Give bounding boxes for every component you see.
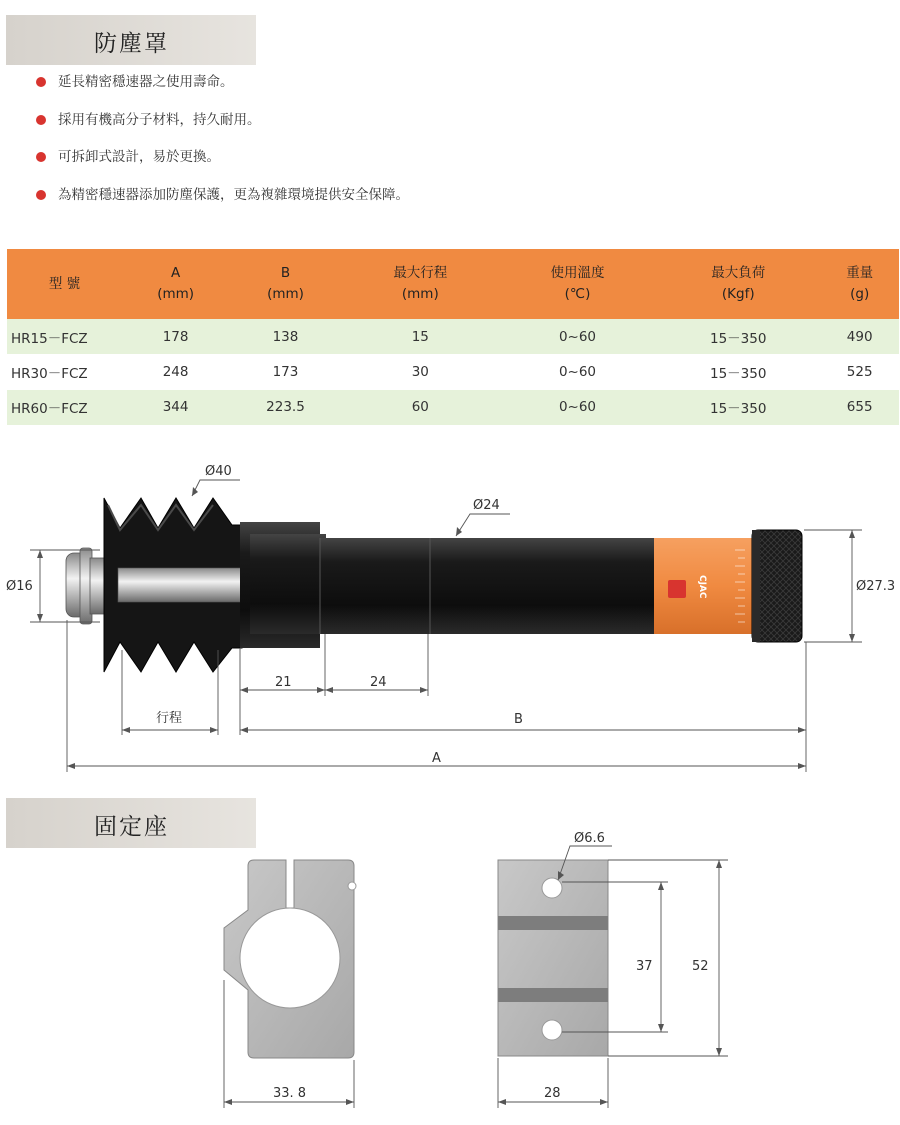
feature-item: 採用有機高分子材料，持久耐用。 <box>36 110 409 148</box>
dim-24-label: 24 <box>370 675 387 690</box>
spec-table <box>7 249 899 425</box>
mount-hole-spacing-label: 37 <box>636 959 653 974</box>
header-a: A (mm) <box>122 249 229 319</box>
body-diameter-label: Ø24 <box>473 498 500 513</box>
product-drawing <box>0 450 900 785</box>
header-b: B (mm) <box>229 249 342 319</box>
table-row: HR15－FCZ 178 138 15 0~60 15－350 490 <box>7 319 899 354</box>
rod-diameter-label: Ø16 <box>6 579 33 594</box>
feature-list <box>36 72 409 222</box>
shock-absorber-body <box>240 522 656 648</box>
mount-hole-top <box>542 878 562 898</box>
section-header-dust-cover <box>6 15 256 65</box>
feature-item: 延長精密穩速器之使用壽命。 <box>36 72 409 110</box>
mount-hole-diameter-label: Ø6.6 <box>574 831 605 846</box>
logo-text: CJAC <box>697 575 707 599</box>
knurled-cap <box>752 530 802 642</box>
mount-width-right-label: 28 <box>544 1086 561 1101</box>
mount-hole-bottom <box>542 1020 562 1040</box>
dim-b-label: B <box>514 712 523 727</box>
logo-icon <box>668 580 686 598</box>
bullet-dot-icon <box>36 115 46 125</box>
feature-item: 為精密穩速器添加防塵保護，更為複雜環境提供安全保障。 <box>36 185 409 223</box>
header-weight: 重量 (g) <box>820 249 899 319</box>
mount-width-left-label: 33. 8 <box>273 1086 307 1101</box>
bullet-dot-icon <box>36 152 46 162</box>
bullet-dot-icon <box>36 190 46 200</box>
section-title: 固定座 <box>94 814 169 840</box>
table-header-row <box>7 249 899 319</box>
dim-21-label: 21 <box>275 675 292 690</box>
feature-item: 可拆卸式設計，易於更換。 <box>36 147 409 185</box>
bullet-dot-icon <box>36 77 46 87</box>
mount-height-label: 52 <box>692 959 709 974</box>
stroke-label: 行程 <box>156 711 183 726</box>
table-row: HR60－FCZ 344 223.5 60 0~60 15－350 655 <box>7 390 899 425</box>
dim-a-label: A <box>432 751 441 766</box>
clamp-block-front-view <box>224 860 356 1058</box>
cap-diameter-label: Ø27.3 <box>856 579 896 594</box>
bellows-diameter-label: Ø40 <box>205 464 232 479</box>
section-title: 防塵罩 <box>94 31 169 57</box>
table-row: HR30－FCZ 248 173 30 0~60 15－350 525 <box>11 363 873 382</box>
header-temperature: 使用溫度 (℃) <box>499 249 656 319</box>
header-max-stroke: 最大行程 (mm) <box>342 249 499 319</box>
header-max-load: 最大負荷 (Kgf) <box>656 249 820 319</box>
mount-plate-side-view <box>498 860 608 1056</box>
bellows <box>104 498 242 672</box>
mount-drawing <box>0 830 900 1120</box>
header-model: 型 號 <box>7 249 122 319</box>
orange-scale-band <box>654 538 754 634</box>
